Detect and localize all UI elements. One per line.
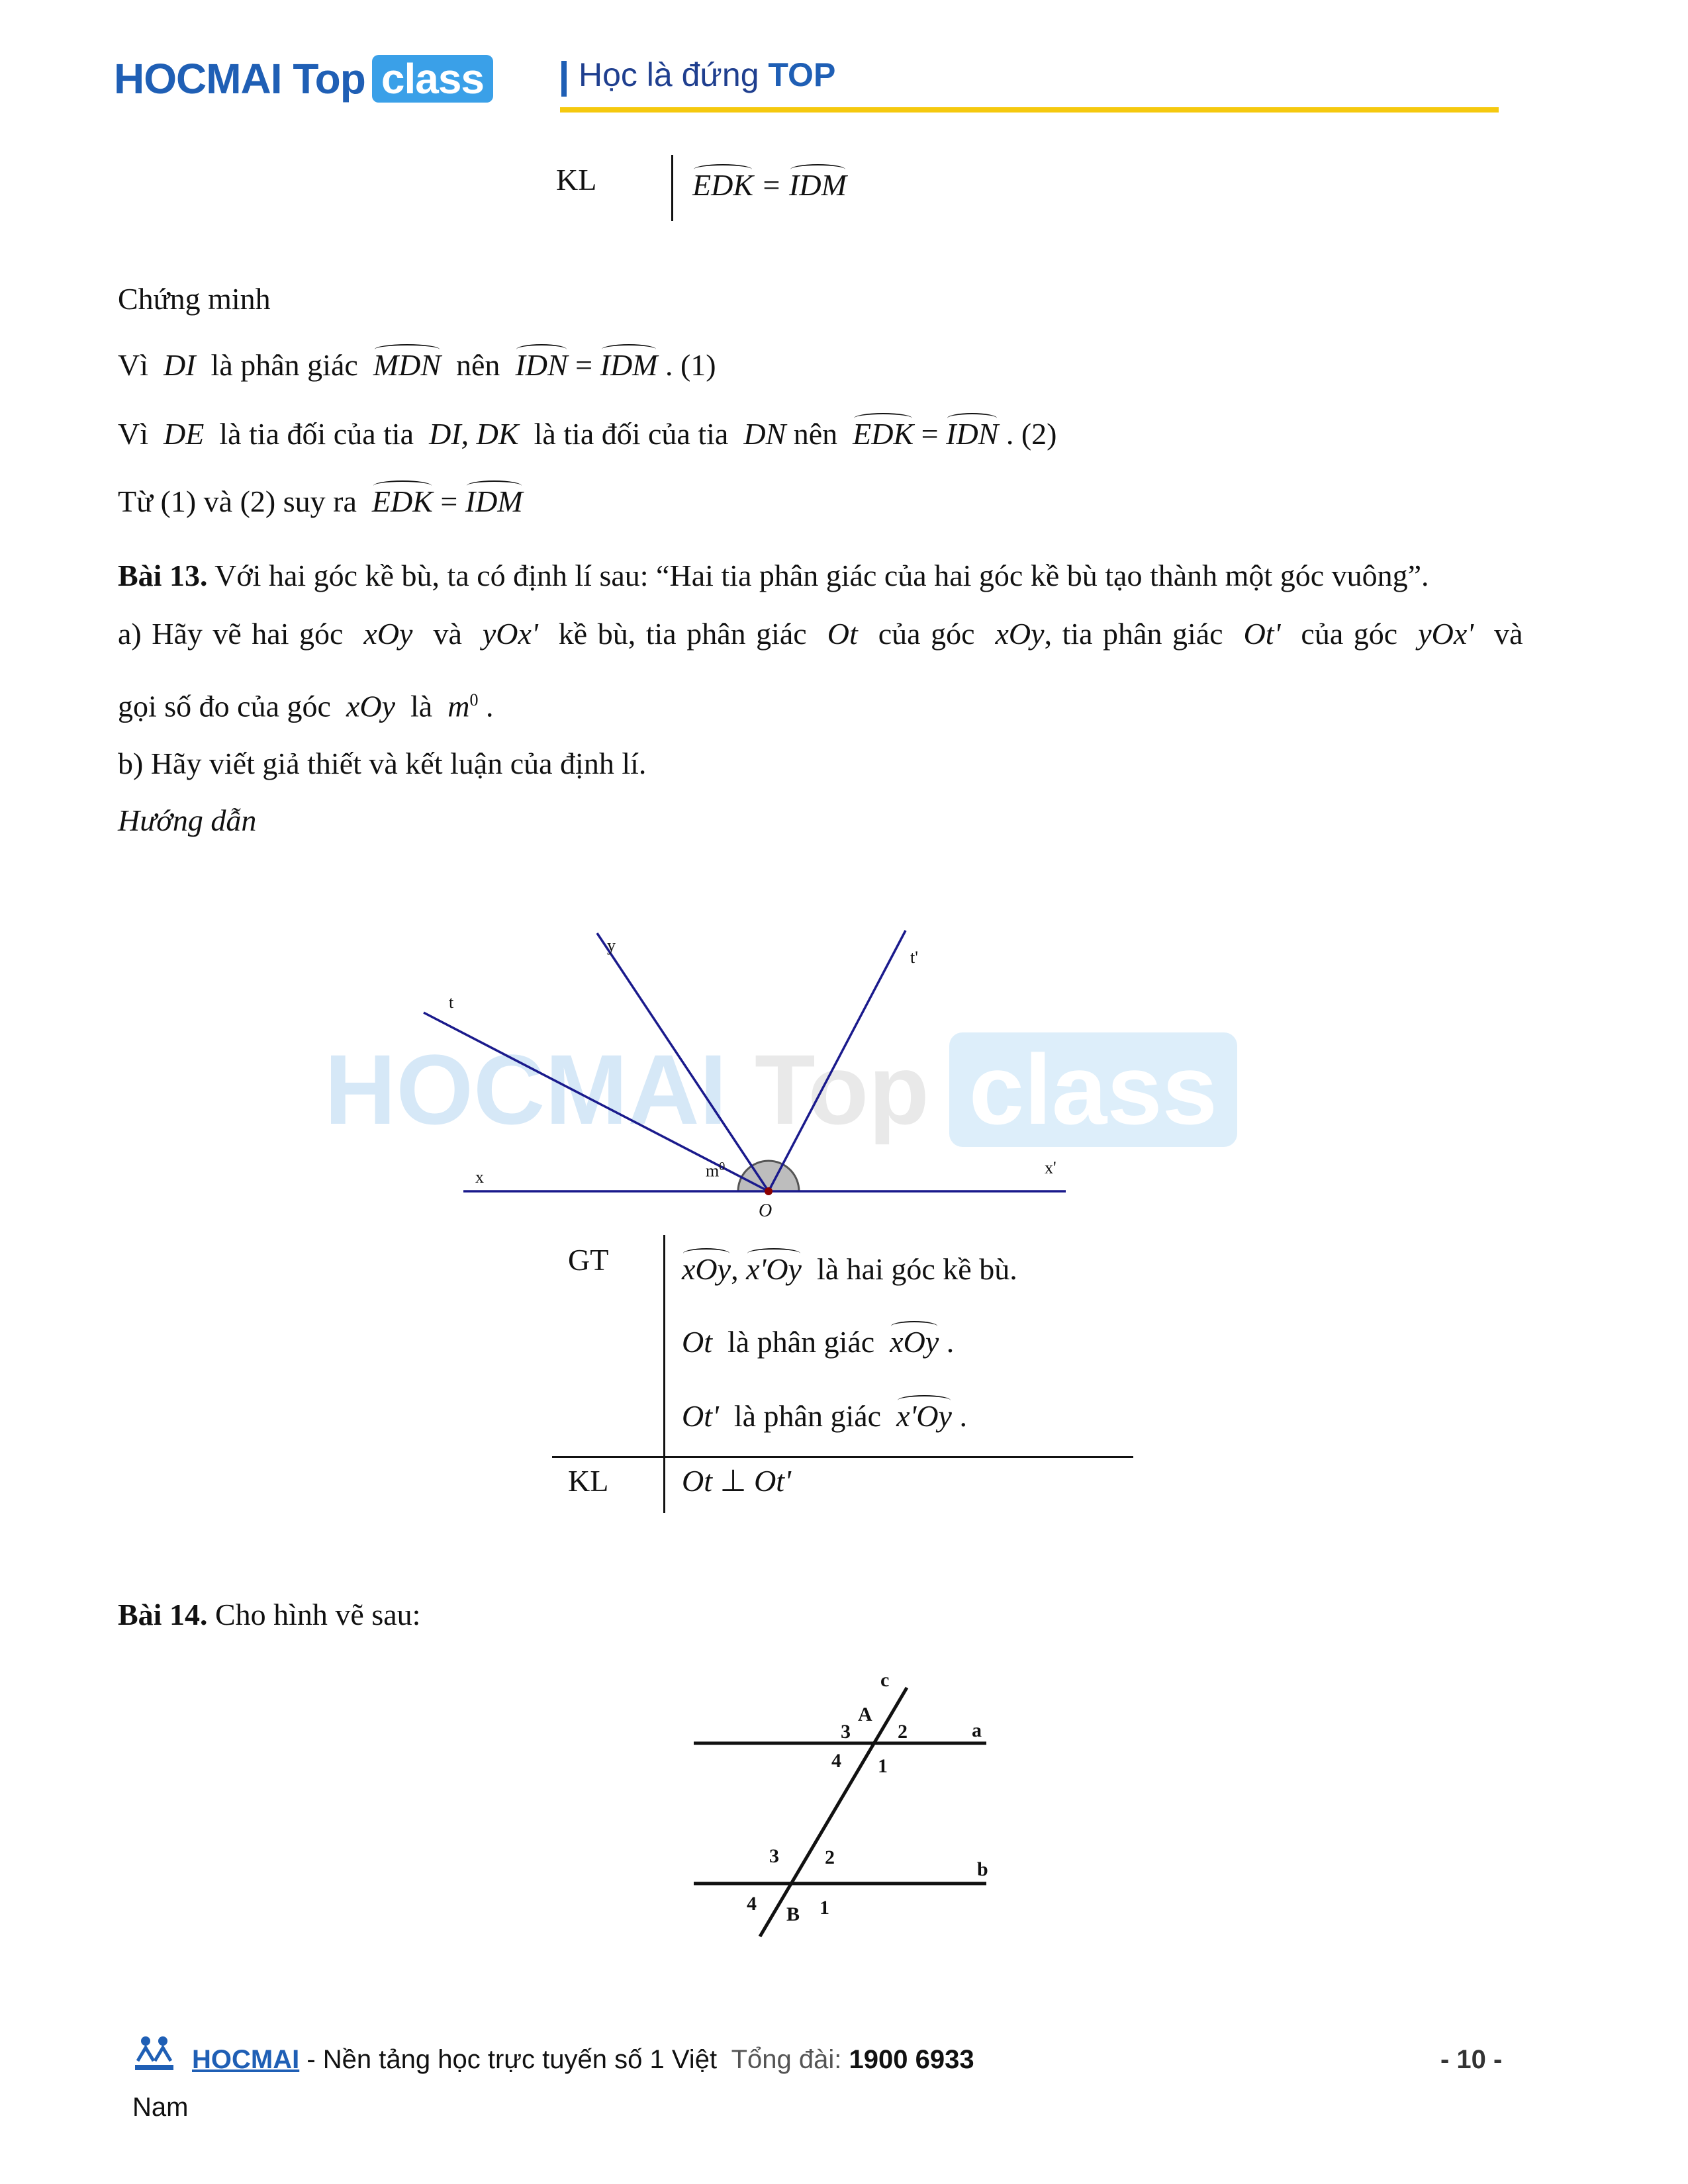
fig2-label-A: A xyxy=(858,1704,872,1725)
page-number: - 10 - xyxy=(1440,2045,1503,2074)
label-O: O xyxy=(759,1201,773,1221)
logo-text: HOCMAI Top xyxy=(114,55,365,103)
bai14-statement: Bài 14. Cho hình vẽ sau: xyxy=(118,1598,421,1631)
line-c xyxy=(760,1688,907,1936)
fig2-B-angle-4: 4 xyxy=(747,1893,757,1915)
gt-row-2: Ot là phân giác xOy . xyxy=(682,1324,954,1361)
label-t-prime: t' xyxy=(910,948,918,967)
fig2-B-angle-3: 3 xyxy=(769,1845,779,1867)
fig2-A-angle-1: 1 xyxy=(878,1755,888,1777)
proof-line-3: Từ (1) và (2) suy ra EDK = IDM xyxy=(118,483,523,520)
fig2-label-a: a xyxy=(972,1719,982,1741)
kl-top-label: KL xyxy=(556,163,597,197)
label-x-prime: x' xyxy=(1045,1158,1056,1177)
label-t: t xyxy=(449,993,454,1012)
fig2-A-angle-3: 3 xyxy=(841,1721,851,1743)
footer-brand-link[interactable]: HOCMAI xyxy=(192,2045,300,2074)
gt-row-3: Ot' là phân giác x'Oy . xyxy=(682,1398,967,1435)
kl-top-formula: EDK = IDM xyxy=(692,167,847,204)
proof-line-1: Vì DI là phân giác MDN nên IDN = IDM . (1) xyxy=(118,347,716,384)
label-y: y xyxy=(607,936,616,955)
footer-wrap-text: Nam xyxy=(132,2093,189,2122)
watermark: HOCMAI Top class xyxy=(324,1032,1237,1147)
proof-line-2: Vì DE là tia đối của tia DI, DK là tia đối của tia DN nên EDK = IDN . (2) xyxy=(118,416,1057,453)
footer-text: HOCMAI - Nền tảng học trực tuyến số 1 Việt Tổng đài: 1900 6933 xyxy=(192,2045,974,2074)
bai13-guide: Hướng dẫn xyxy=(118,803,257,837)
bai13-part-b: b) Hãy viết giả thiết và kết luận của định lí. xyxy=(118,747,647,780)
fig2-label-B: B xyxy=(786,1903,800,1925)
label-m0: $m^0$ xyxy=(706,1160,726,1181)
fig2-B-angle-2: 2 xyxy=(825,1846,835,1868)
bai13-part-a-line1: a) Hãy vẽ hai góc xOy và yOx' kề bù, tia phân giác Ot của góc xOy, tia phân giác Ot' của góc yOx' và xyxy=(118,617,1523,651)
hocmai-footer-logo-icon xyxy=(131,2034,177,2074)
kl-label: KL xyxy=(568,1464,609,1498)
bai13-part-a-line2: gọi số đo của góc xOy là $m^0$ . xyxy=(118,689,494,723)
proof-title: Chứng minh xyxy=(118,282,271,316)
fig2-A-angle-4: 4 xyxy=(831,1750,841,1772)
fig2-A-angle-2: 2 xyxy=(898,1721,908,1743)
logo-class-badge: class xyxy=(372,55,493,103)
slogan-top: TOP xyxy=(768,56,836,93)
kl-conclusion: Ot ⊥ Ot' xyxy=(682,1464,791,1498)
slogan-prefix: Học là đứng xyxy=(579,56,759,93)
fig2-B-angle-1: 1 xyxy=(820,1897,829,1919)
fig2-label-b: b xyxy=(977,1858,988,1880)
label-x: x xyxy=(475,1167,484,1187)
bai13-statement: Bài 13. Với hai góc kề bù, ta có định lí sau: “Hai tia phân giác của hai góc kề bù tạo thành một góc vuông”. xyxy=(118,559,1429,592)
gt-row-1: xOy, x'Oy là hai góc kề bù. xyxy=(682,1251,1017,1288)
fig2-label-c: c xyxy=(880,1669,890,1691)
gt-label: GT xyxy=(568,1243,609,1277)
